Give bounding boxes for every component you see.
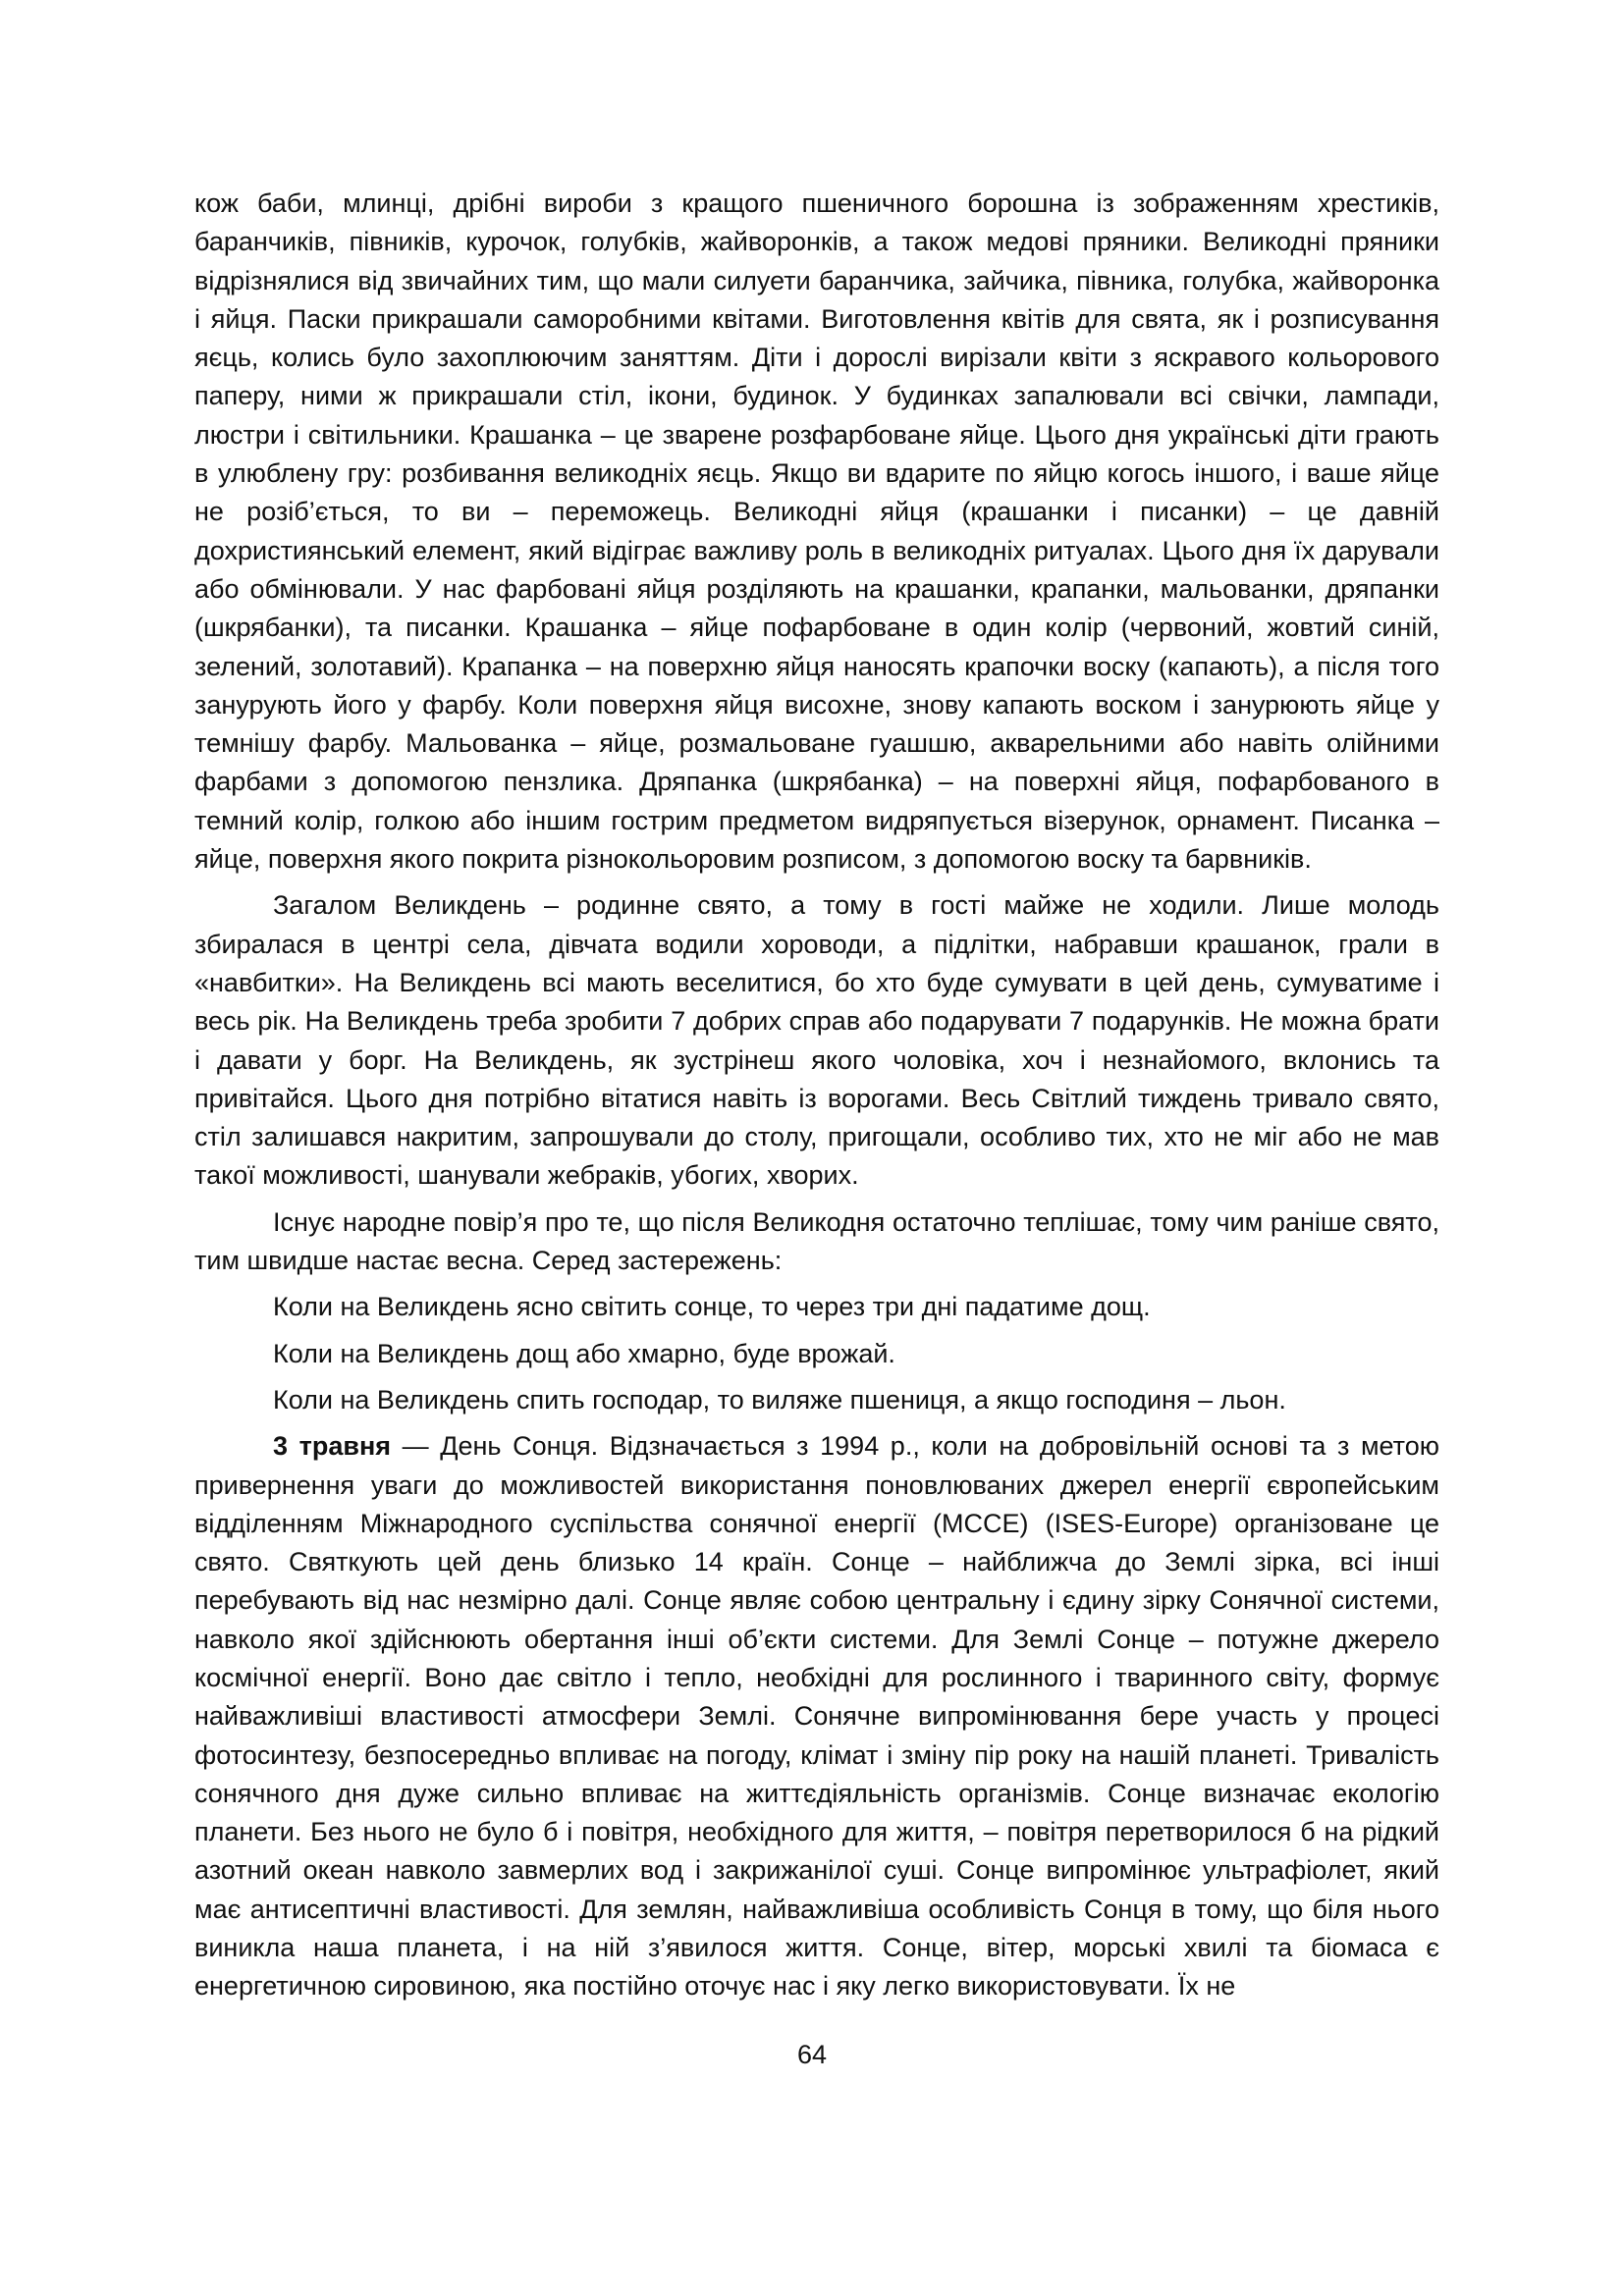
paragraph-sun-day (194, 1427, 1439, 2005)
page-number: 64 (796, 2040, 828, 2069)
date-label: 3 травня (273, 1431, 392, 1462)
paragraph-folk-belief: Існує народне повір’я про те, що після Великодня остаточно теплішає, тому чим раніше свято, тим швидше настає весна. Серед застережень: (194, 1206, 1439, 1276)
saying-2: Коли на Великдень дощ або хмарно, буде врожай. (273, 1338, 895, 1368)
page-body (194, 185, 1439, 2014)
saying-3: Коли на Великдень спить господар, то виляже пшениця, а якщо господиня – льон. (273, 1384, 1286, 1415)
sun-day-text: — День Сонця. Відзначається з 1994 р., коли на добровільній основі та з метою привернення уваги до можливостей використання поновлюваних джерел енергії європейським відділенням Міжнародного суспільства сонячної енергії (МССЕ) (ISES-Europe) організоване це свято. Святкують цей день близько 14 країн. Сонце – найближча до Землі зірка, всі інші перебувають від нас незмірно далі. Сонце являє собою центральну і єдину зірку Сонячної системи, навколо якої здійснюють обертання інші об’єкти системи. Для Землі Сонце – потужне джерело космічної енергії. Воно дає світло і тепло, необхідні для рослинного і тваринного світу, формує найважливіші властивості атмосфери Землі. Сонячне випромінювання бере участь у процесі фотосинтезу, безпосередньо впливає на погоду, клімат і зміну пір року на нашій планеті. Тривалість сонячного дня дуже сильно впливає на життєдіяльність організмів. Сонце визначає екологію планети. Без нього не було б і повітря, необхідного для життя, – повітря перетворилося б на рідкий азотний океан навколо завмерлих вод і закрижанілої суші. Сонце випромінює ультрафіолет, який має антисептичні властивості. Для землян, найважливіша особливість Сонця в тому, що біля нього виникла наша планета, і на ній з’явилося життя. Сонце, вітер, морські хвилі та біомаса є енергетичною сировиною, яка постійно оточує нас і яку легко використовувати. Їх не (194, 1431, 1439, 2002)
paragraph-easter-customs: кож баби, млинці, дрібні вироби з кращого пшеничного борошна із зображенням хрестиків, баранчиків, півників, курочок, голубків, жайворонків, а також медові пряники. Великодні пряники відрізнялися від звичайних тим, що мали силуети баранчика, зайчика, півника, голубка, жайворонка і яйця. Паски прикрашали саморобними квітами. Виготовлення квітів для свята, як і розписування яєць, колись було захоплюючим заняттям. Діти і дорослі вирізали квіти з яскравого кольорового паперу, ними ж прикрашали стіл, ікони, будинок. У будинках запалювали всі свічки, лампади, люстри і світильники. Крашанка – це зварене розфарбоване яйце. Цього дня українські діти грають в улюблену гру: розбивання великодніх яєць. Якщо ви вдарите по яйцю когось іншого, і ваше яйце не розіб’ється, то ви – переможець. Великодні яйця (крашанки і писанки) – це давній дохристиянський елемент, який відіграє важливу роль в великодніх ритуалах. Цього дня їх дарували або обмінювали. У нас фарбовані яйця розділяють на крашанки, крапанки, мальованки, дряпанки (шкрябанки), та писанки. Крашанка – яйце пофарбоване в один колір (червоний, жовтий синій, зелений, золотавий). Крапанка – на поверхню яйця наносять крапочки воску (капають), а після того занурують його у фарбу. Коли поверхня яйця висохне, знову капають воском і занурюють яйце у темнішу фарбу. Мальованка – яйце, розмальоване гуашшю, акварельними або навіть олійними фарбами з допомогою пензлика. Дряпанка (шкрябанка) – на поверхні яйця, пофарбованого в темний колір, голкою або іншим гострим предметом видряпується візерунок, орнамент. Писанка – яйце, поверхня якого покрита різнокольоровим розписом, з допомогою воску та барвників. (194, 188, 1439, 875)
paragraph-family-holiday: Загалом Великдень – родинне свято, а тому в гості майже не ходили. Лише молодь збиралася в центрі села, дівчата водили хороводи, а підлітки, набравши крашанок, грали в «навбитки». На Великдень всі мають веселитися, бо хто буде сумувати в цей день, сумуватиме і весь рік. На Великдень треба зробити 7 добрих справ або подарувати 7 подарунків. Не можна брати і давати у борг. На Великдень, як зустрінеш якого чоловіка, хоч і незнайомого, вклонись та привітайся. Цього дня потрібно вітатися навіть із ворогами. Весь Світлий тиждень тривало свято, стіл залишався накритим, запрошували до столу, пригощали, особливо тих, хто не міг або не мав такої можливості, шанували жебраків, убогих, хворих. (194, 890, 1439, 1191)
saying-1: Коли на Великдень ясно світить сонце, то через три дні падатиме дощ. (273, 1292, 1151, 1322)
